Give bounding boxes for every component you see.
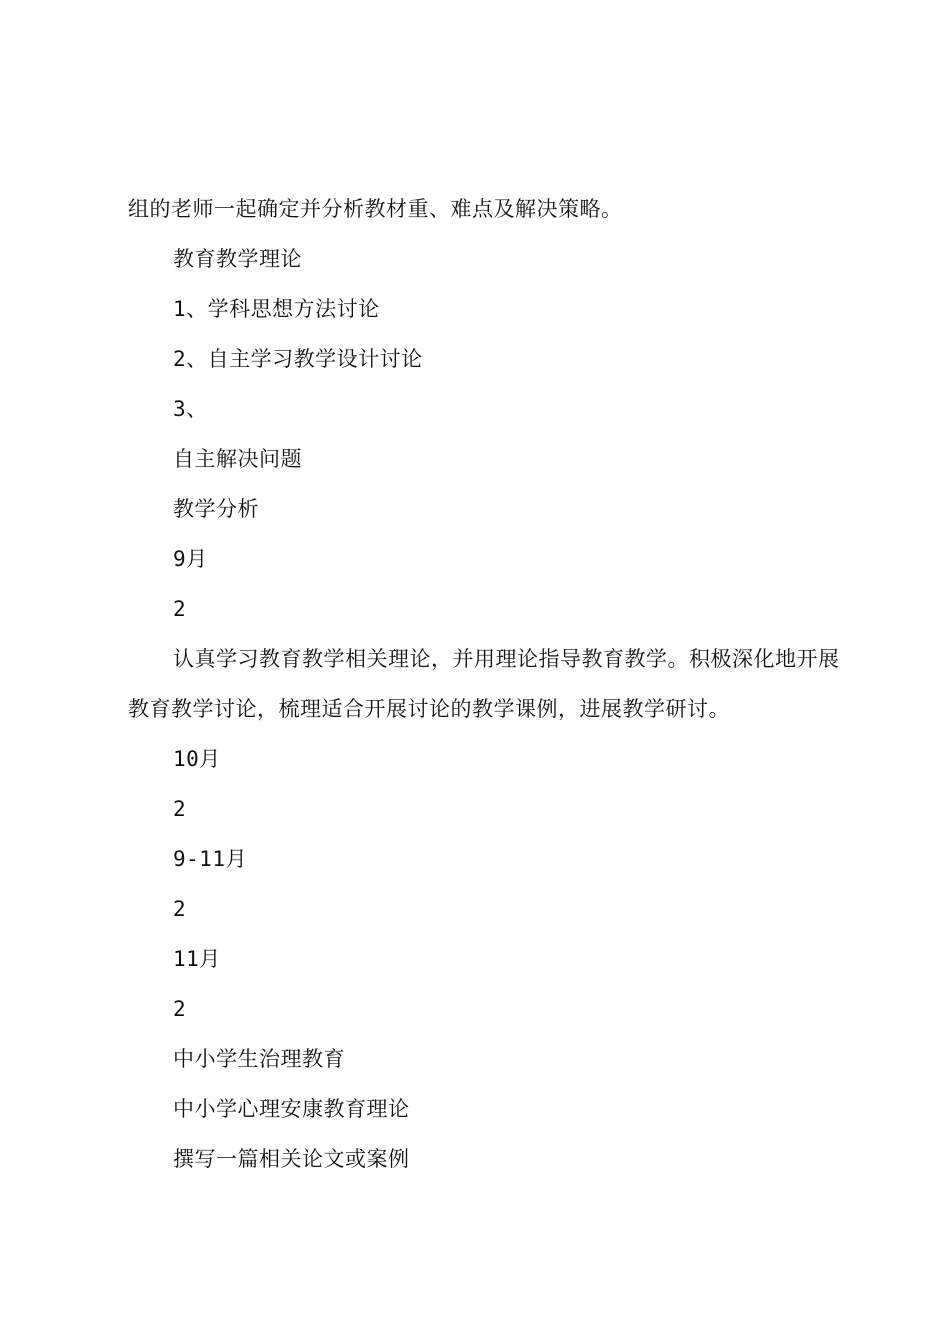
- text-line-item-2: 2、自主学习教学设计讨论: [173, 347, 423, 371]
- text-line-month-sep: 9月: [173, 547, 208, 571]
- text-line-continuation: 组的老师一起确定并分析教材重、难点及解决策略。: [128, 197, 623, 221]
- document-body: [128, 184, 848, 1184]
- text-line-mental-health: 中小学心理安康教育理论: [173, 1097, 410, 1121]
- text-line-count: 2: [173, 997, 187, 1021]
- text-line-theory-heading: 教育教学理论: [173, 247, 302, 271]
- text-line-count: 2: [173, 797, 187, 821]
- text-line-teaching-analysis: 教学分析: [173, 497, 259, 521]
- text-line-self-solve: 自主解决问题: [173, 447, 302, 471]
- text-line-write-paper: 撰写一篇相关论文或案例: [173, 1147, 410, 1171]
- text-line-count: 2: [173, 897, 187, 921]
- text-paragraph-study: 认真学习教育教学相关理论，并用理论指导教育教学。积极深化地开展教育教学讨论，梳理适合开展讨论的教学课例，进展教学研讨。: [128, 647, 840, 721]
- text-line-month-oct: 10月: [173, 747, 221, 771]
- text-line-item-3: 3、: [173, 397, 208, 421]
- text-line-student-management: 中小学生治理教育: [173, 1047, 345, 1071]
- text-line-count: 2: [173, 597, 187, 621]
- text-line-month-nov: 11月: [173, 947, 221, 971]
- text-line-item-1: 1、学科思想方法讨论: [173, 297, 380, 321]
- text-line-month-sep-nov: 9-11月: [173, 847, 248, 871]
